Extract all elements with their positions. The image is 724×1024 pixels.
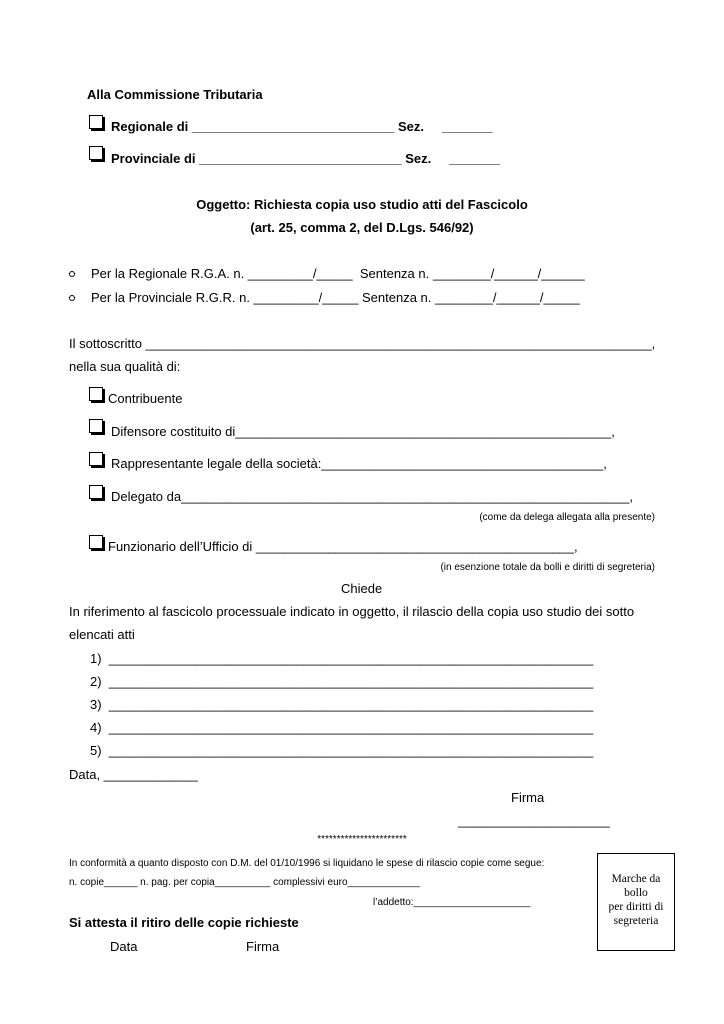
role-delegato: Delegato da______________________________________________________________, xyxy=(111,489,633,504)
quality-label: nella sua qualità di: xyxy=(69,359,181,374)
funzionario-note: (in esenzione totale da bolli e diritti di segreteria) xyxy=(440,562,655,573)
stamp-line: Marche da xyxy=(611,873,661,885)
role-rappresentante: Rappresentante legale della società:_______________________________________, xyxy=(111,456,607,471)
date-field: Data, _____________ xyxy=(69,767,198,782)
regionale-line: Regionale di ____________________________ Sez. _______ xyxy=(111,119,493,134)
checkbox-funzionario[interactable] xyxy=(89,535,103,549)
signatory-line: Il sottoscritto ______________________________________________________________________, xyxy=(69,336,656,351)
addressee: Alla Commissione Tributaria xyxy=(87,87,263,102)
list-item: 1) ___________________________________________________________________ xyxy=(90,651,594,666)
role-contribuente: Contribuente xyxy=(108,391,183,406)
signature-line: _____________________ xyxy=(458,813,610,828)
option-regionale: Per la Regionale R.G.A. n. _________/_____ Sentenza n. ________/______/______ xyxy=(91,266,585,281)
subject-line-2: (art. 25, comma 2, del D.Lgs. 546/92) xyxy=(250,220,474,235)
delegato-note: (come da delega allegata alla presente) xyxy=(479,512,655,523)
request-text-2: elencati atti xyxy=(69,627,135,642)
provinciale-line: Provinciale di ____________________________ Sez. _______ xyxy=(111,151,500,166)
role-difensore: Difensore costituito di____________________________________________________, xyxy=(111,424,615,439)
copie-line: n. copie______ n. pag. per copia__________ complessivi euro_____________ xyxy=(69,877,420,888)
stamp-line: bollo xyxy=(624,887,648,899)
option-provinciale: Per la Provinciale R.G.R. n. _________/_____ Sentenza n. ________/______/_____ xyxy=(91,290,580,305)
checkbox-provinciale[interactable] xyxy=(89,146,103,160)
checkbox-delegato[interactable] xyxy=(89,485,103,499)
role-funzionario: Funzionario dell’Ufficio di ____________________________________________, xyxy=(108,539,578,554)
attesta-heading: Si attesta il ritiro delle copie richieste xyxy=(69,915,299,930)
checkbox-contribuente[interactable] xyxy=(89,387,103,401)
checkbox-rappresentante[interactable] xyxy=(89,452,103,466)
stars-separator: *********************** xyxy=(317,834,407,845)
list-item: 2) ___________________________________________________________________ xyxy=(90,674,594,689)
signature-label: Firma xyxy=(511,790,545,805)
chiede-heading: Chiede xyxy=(341,581,383,596)
stamp-line: segreteria xyxy=(613,915,659,927)
bullet-provinciale[interactable] xyxy=(69,295,75,301)
list-item: 4) ___________________________________________________________________ xyxy=(90,720,594,735)
subject-line-1: Oggetto: Richiesta copia uso studio atti del Fascicolo xyxy=(196,197,528,212)
request-text-1: In riferimento al fascicolo processuale indicato in oggetto, il rilascio della copia uso studio dei sotto xyxy=(69,604,635,619)
checkbox-difensore[interactable] xyxy=(89,419,103,433)
bullet-regionale[interactable] xyxy=(69,271,75,277)
list-item: 3) ___________________________________________________________________ xyxy=(90,697,594,712)
stamp-box xyxy=(597,853,675,951)
checkbox-regionale[interactable] xyxy=(89,115,103,129)
list-item: 5) ___________________________________________________________________ xyxy=(90,743,594,758)
stamp-line: per diritti di xyxy=(608,901,664,913)
addetto-line: l’addetto:_____________________ xyxy=(373,897,531,908)
footer-date-label: Data xyxy=(110,939,138,954)
footer-signature-label: Firma xyxy=(246,939,280,954)
conformita-text: In conformità a quanto disposto con D.M. del 01/10/1996 si liquidano le spese di rilascio copie come segue: xyxy=(69,858,545,869)
